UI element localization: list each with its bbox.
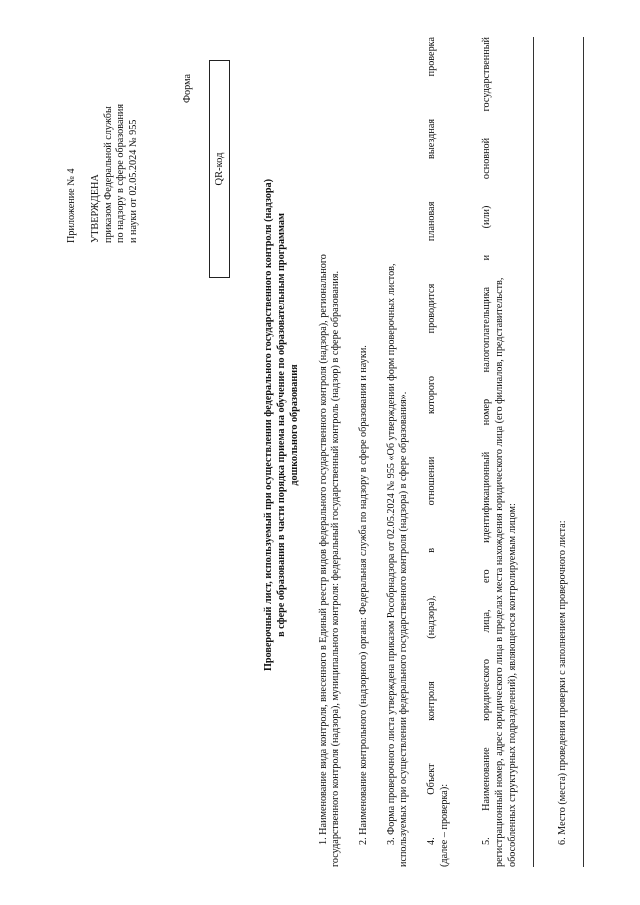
approval-line-1: приказом Федеральной службы: [103, 106, 114, 243]
item-1-line-2: государственного контроля (надзора), муниципального контроля: федеральный государственный контроль (надзор) в сфере образования.: [330, 270, 341, 867]
qr-code-box: QR-код: [209, 60, 230, 278]
approval-line-2: по надзору в сфере образования: [115, 103, 126, 243]
item-4-line-2: (далее – проверка):: [439, 783, 450, 867]
blank-line-2: [583, 37, 584, 867]
item-1-line-1: 1. Наименование вида контроля, внесенного в Единый реестр видов федерального государственного контроля (надзора), регионального: [318, 254, 329, 845]
title-line-1: Проверочный лист, используемый при осуществлении федерального государственного контроля (надзора): [263, 178, 274, 672]
title-line-2: в сфере образования в части порядка приема на обучение по образовательным программам: [276, 213, 287, 637]
item-3-line-2: используемых при осуществлении федерального государственного контроля (надзора) в сфере образования».: [398, 391, 409, 867]
item-5-line-2: регистрационный номер, адрес юридического лица в пределах места нахождения юридического лица (его филиалов, представительств,: [494, 277, 505, 867]
blank-line-1: [533, 37, 534, 867]
approved-label: УТВЕРЖДЕНА: [90, 174, 101, 243]
item-3-line-1: 3. Форма проверочного листа утверждена приказом Рособрнадзора от 02.05.2024 № 955 «Об утверждении форм проверочных листов,: [386, 263, 397, 845]
item-2: 2. Наименование контрольного (надзорного) органа: Федеральная служба по надзору в сфере образования и науки.: [358, 345, 369, 845]
form-label: Форма: [182, 74, 193, 103]
item-6: 6. Место (места) проведения проверки с заполнением проверочного листа:: [557, 520, 568, 845]
approval-line-3: и науки от 02.05.2024 № 955: [128, 119, 139, 243]
item-4-line-1: 4. Объект контроля (надзора), в отношении которого проводится плановая выездная проверка: [426, 37, 437, 845]
appendix-number: Приложение № 4: [66, 168, 77, 243]
item-5-line-1: 5. Наименование юридического лица, его идентификационный номер налогоплательщика и (или) основной государственный: [481, 37, 492, 845]
item-5-line-3: обособленных структурных подразделений), являющегося контролируемым лицом:: [507, 503, 518, 867]
title-line-3: дошкольного образования: [289, 364, 300, 486]
